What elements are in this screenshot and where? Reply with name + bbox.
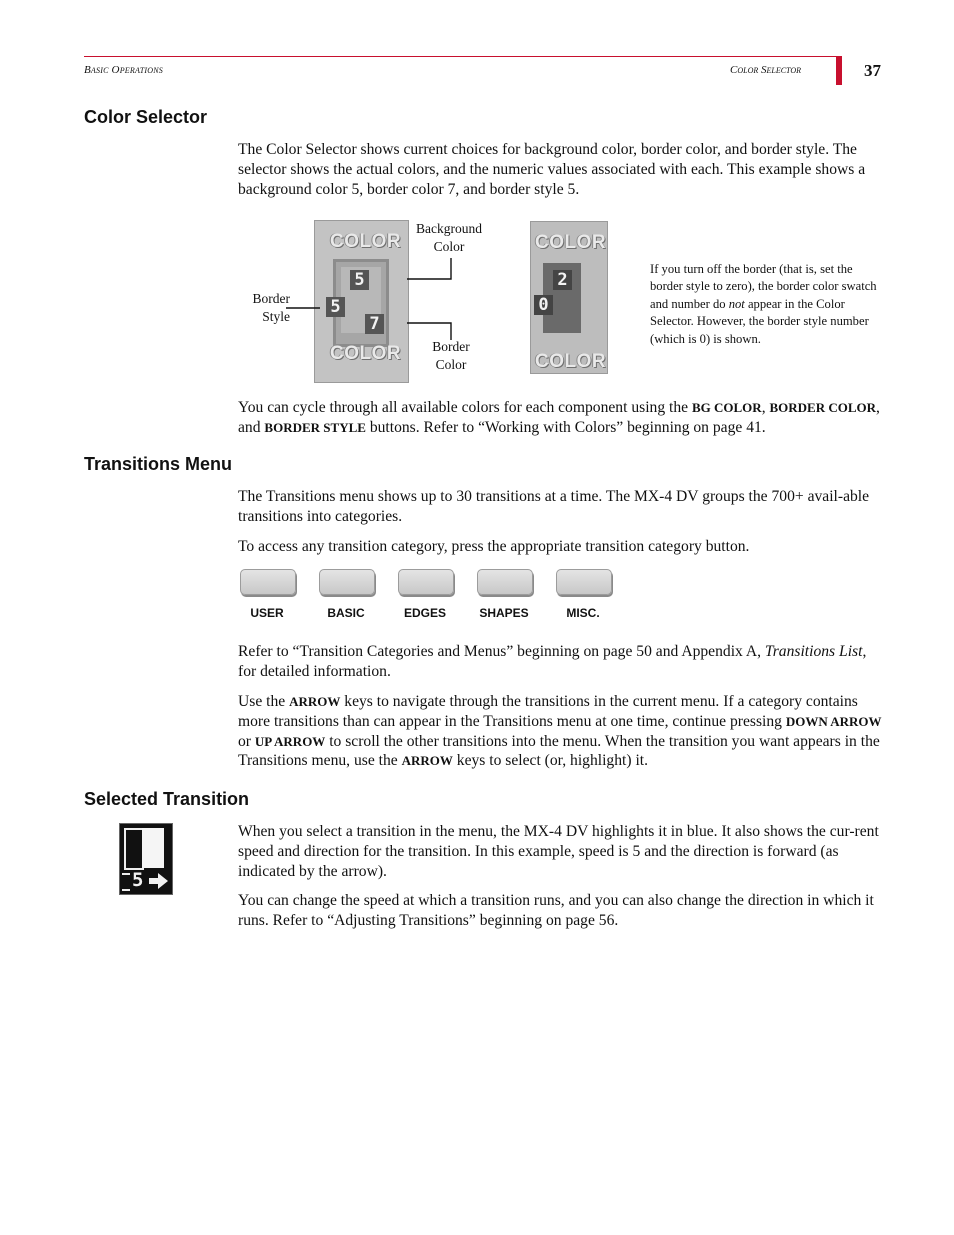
label-border-color: Border Color <box>432 339 470 372</box>
transitions-menu-heading: Transitions Menu <box>84 454 233 474</box>
selected-transition-icon <box>119 823 173 895</box>
forward-arrow-icon <box>147 870 170 892</box>
user-category-button[interactable] <box>240 569 296 595</box>
edges-button-label: EDGES <box>403 606 446 620</box>
page-number: 37 <box>864 61 881 80</box>
color-cycle-paragraph: You can cycle through all available colors for each component using the BG COLOR, BORDER COLOR, and BORDER STYLE buttons. Refer to “Working with Colors” beginning on page 41. <box>238 399 880 436</box>
running-header-right: Color Selector <box>730 64 802 76</box>
panel-color-word-bottom: COLOR <box>330 343 402 364</box>
panel-color-word-top: COLOR <box>330 231 402 252</box>
wipe-right-half <box>142 828 164 868</box>
running-header-left: Basic Operations <box>84 64 163 76</box>
border-color-number: 7 <box>365 314 384 334</box>
border-style-number: 5 <box>326 297 345 317</box>
edges-category-button[interactable] <box>398 569 454 595</box>
border-off-note: If you turn off the border (that is, set the border style to zero), the border color swatch and number do not appear in the Color Selector. However, the border style number (which is 0) is shown. <box>650 262 877 346</box>
leader-line-background <box>405 256 455 282</box>
color-selector-heading: Color Selector <box>84 107 208 127</box>
panel2-border-style-number: 0 <box>534 295 553 315</box>
transitions-menu-para2: To access any transition category, press the appropriate transition category button. <box>238 538 750 555</box>
basic-button-label: BASIC <box>327 606 365 620</box>
wipe-left-half <box>124 828 144 870</box>
misc-category-button[interactable] <box>556 569 612 595</box>
selected-transition-heading: Selected Transition <box>84 789 250 809</box>
color-selector-intro: The Color Selector shows current choices for background color, border color, and border style. The selector shows the actual colors, and the numeric values associated with each. This example shows a background color 5, border color 7, and border style 5. <box>238 141 866 198</box>
panel2-color-word-bottom: COLOR <box>535 351 607 372</box>
background-color-number: 5 <box>350 270 369 290</box>
panel2-background-number: 2 <box>553 270 572 290</box>
color-selector-panel-with-border <box>314 220 409 383</box>
color-selector-panel-no-border <box>530 221 608 374</box>
user-button-label: USER <box>250 606 284 620</box>
selected-transition-para1: When you select a transition in the menu, the MX-4 DV highlights it in blue. It also shows the cur-rent speed and direction for the transition. In this example, speed is 5 and the direction is forward (as indicated by the arrow). <box>238 823 879 880</box>
shapes-button-label: SHAPES <box>479 606 529 620</box>
speed-value: 5 <box>132 869 144 891</box>
panel2-color-word-top: COLOR <box>535 232 607 253</box>
leader-line-border-style <box>286 302 322 314</box>
transitions-menu-para1: The Transitions menu shows up to 30 transitions at a time. The MX-4 DV groups the 700+ avail-able transitions into categories. <box>238 488 870 525</box>
header-rule <box>84 56 836 57</box>
header-accent-bar <box>836 56 842 85</box>
shapes-category-button[interactable] <box>477 569 533 595</box>
misc-button-label: MISC. <box>566 606 600 620</box>
transitions-menu-para4: Use the ARROW keys to navigate through the transitions in the current menu. If a category contains more transitions than can appear in the Transitions menu at one time, continue pressing DOWN ARROW or UP ARROW to scroll the other transitions into the menu. When the transition you want appears in the Transitions menu, use the ARROW keys to select (or, highlight) it. <box>238 693 882 770</box>
basic-category-button[interactable] <box>319 569 375 595</box>
transitions-menu-para3: Refer to “Transition Categories and Menus” beginning on page 50 and Appendix A, Transitions List, for detailed information. <box>238 643 867 680</box>
label-border-style: Border Style <box>252 291 290 324</box>
selected-transition-para2: You can change the speed at which a transition runs, and you can also change the direction in which it runs. Refer to “Adjusting Transitions” beginning on page 56. <box>238 892 874 929</box>
label-background-color: Background Color <box>416 221 482 254</box>
speed-bars <box>122 873 130 891</box>
